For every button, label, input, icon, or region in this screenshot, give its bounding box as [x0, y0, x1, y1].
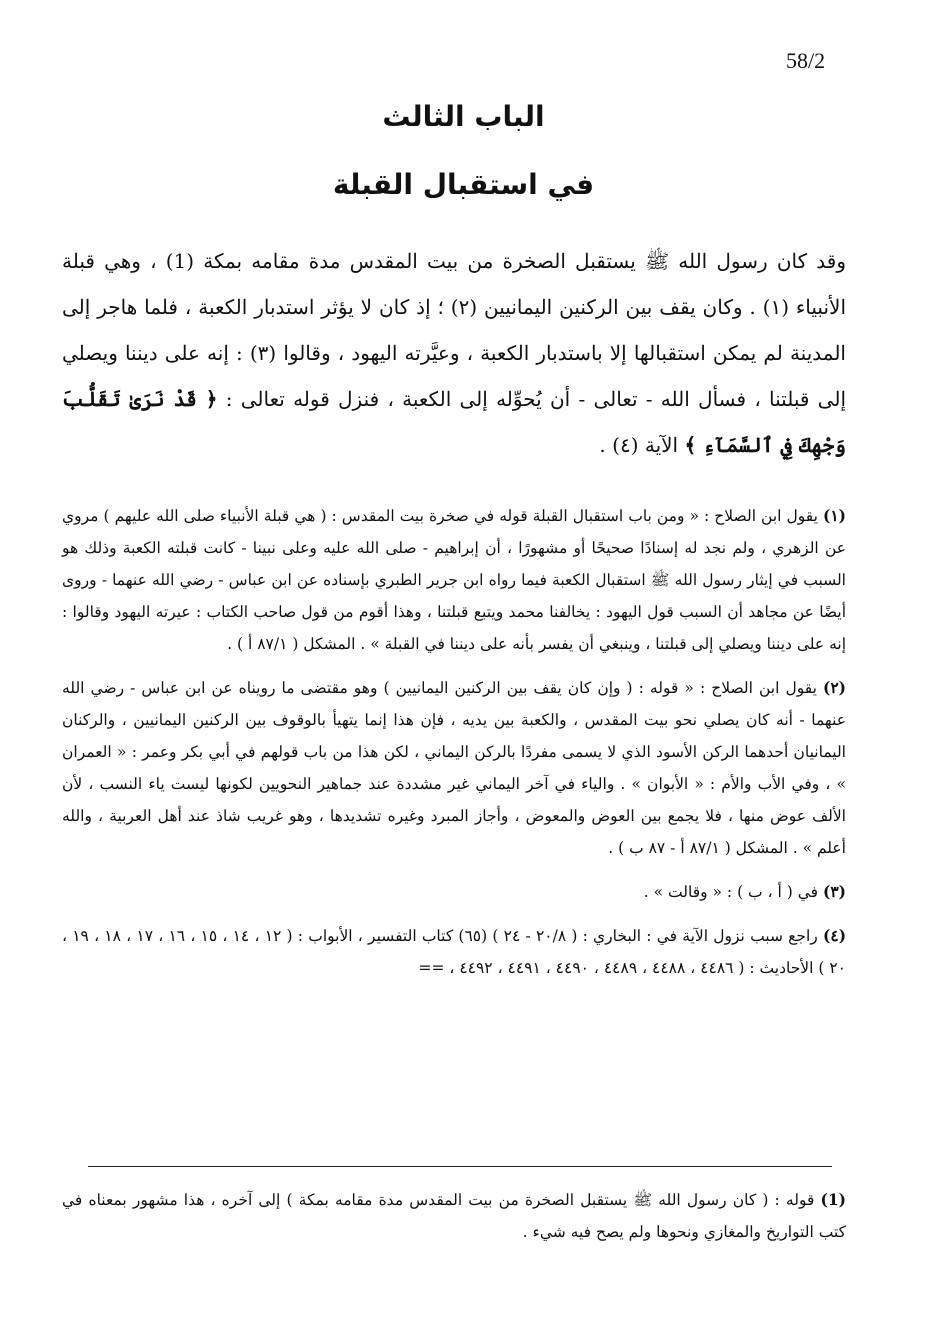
editor-note-text: قوله : ( كان رسول الله ﷺ يستقبل الصخرة من بيت المقدس مدة مقامه بمكة ) إلى آخره ، هذا مشهور بمعناه في كتب التواريخ والمغازي ونحوها ولم يصح فيه شيء .: [62, 1191, 846, 1241]
quran-verse: ﴿ قَدْ نَرَىٰ تَقَلُّبَ وَجْهِكَ فِي ٱلسَّمَآءِ ﴾: [62, 387, 846, 457]
footnote-number: (١): [822, 506, 846, 525]
footnotes: [62, 500, 846, 996]
main-paragraph: [62, 238, 846, 468]
footnote-3: [62, 876, 846, 908]
chapter-subtitle: في استقبال القبلة: [332, 168, 595, 201]
footnote-text: في ( أ ، ب ) : « وقالت » .: [643, 883, 819, 901]
footnote-number: (٢): [822, 678, 846, 697]
footnote-number: (٣): [822, 882, 846, 901]
editor-note-number: (1): [820, 1190, 846, 1209]
footnote-text: راجع سبب نزول الآية في : البخاري : ( ٢٠/٨ - ٢٤ ) (٦٥) كتاب التفسير ، الأبواب : ( ١٢ ، ١٤ ، ١٥ ، ١٦ ، ١٧ ، ١٨ ، ١٩ ، ٢٠ ) الأحاديث : ( ٤٤٨٦ ، ٤٤٨٨ ، ٤٤٨٩ ، ٤٤٩٠ ، ٤٤٩١ ، ٤٤٩٢ ، ==: [62, 927, 846, 977]
editor-note-paragraph: [62, 1184, 846, 1248]
footnote-number: (٤): [823, 926, 847, 945]
footnote-1: [62, 500, 846, 660]
footnote-4: [62, 920, 846, 984]
footnote-text: يقول ابن الصلاح : « ومن باب استقبال القبلة قوله في صخرة بيت المقدس : ( هي قبلة الأنبياء صلى الله عليهم ) مروي عن الزهري ، ولم نجد له إسنادًا صحيحًا أو مشهورًا ، أن إبراهيم - صلى الله عليه وعلى نبينا - كانت قبلته الكعبة وذلك هو السبب في إيثار رسول الله ﷺ استقبال الكعبة فيما رواه ابن جرير الطبري بإسناده عن ابن عباس - رضي الله عنهما - وروى أيضًا عن مجاهد أن السبب قول اليهود : يخالفنا محمد ويتبع قبلتنا ، وهذا أقوم من قول صاحب الكتاب : عيرته اليهود وقالوا : إنه على ديننا ويصلي إلى قبلتنا ، وينبغي أن يفسر بأنه على ديننا في القبلة » . المشكل ( ٨٧/١ أ ) .: [62, 507, 846, 653]
main-text-part2: الآية (٤) .: [599, 433, 679, 457]
main-text-part1: وقد كان رسول الله ﷺ يستقبل الصخرة من بيت المقدس مدة مقامه بمكة (1) ، وهي قبلة الأنبياء (١) . وكان يقف بين الركنين اليمانيين (٢) ؛ إذ كان لا يؤثر استدبار الكعبة ، فلما هاجر إلى المدينة لم يمكن استقبالها إلا باستدبار الكعبة ، وعيَّرته اليهود ، وقالوا (٣) : إنه على ديننا ويصلي إلى قبلتنا ، فسأل الله - تعالى - أن يُحوِّله إلى الكعبة ، فنزل قوله تعالى :: [62, 249, 846, 411]
chapter-heading: الباب الثالث: [382, 100, 545, 133]
page-number: 58/2: [786, 48, 826, 73]
main-text: [62, 238, 846, 468]
footnote-text: يقول ابن الصلاح : « قوله : ( وإن كان يقف بين الركنين اليمانيين ) وهو مقتضى ما رويناه عن ابن عباس - رضي الله عنهما - أنه كان يصلي نحو بيت المقدس ، والكعبة بين يديه ، فإن هذا إنما يتهيأ بالوقوف بين الركنين اليمانيين ، والركنان اليمانيان أحدهما الركن الأسود الذي لا يسمى مفردًا بالركن اليماني ، لكن هذا من باب قولهم في أبي بكر وعمر : « العمران » ، وفي الأب والأم : « الأبوان » . والياء في آخر اليماني غير مشددة عند جماهير النحويين لكونها ليست ياء النسب ، لأن الألف عوض منها ، فلا يجمع بين العوض والمعوض ، وأجاز المبرد وغيره تشديدها ، وهو غريب شاذ عند أهل العربية ، والله أعلم » . المشكل ( ٨٧/١ أ - ٨٧ ب ) .: [62, 679, 846, 857]
footnote-separator: [88, 1166, 832, 1167]
footnote-2: [62, 672, 846, 864]
editor-note: [62, 1184, 846, 1248]
